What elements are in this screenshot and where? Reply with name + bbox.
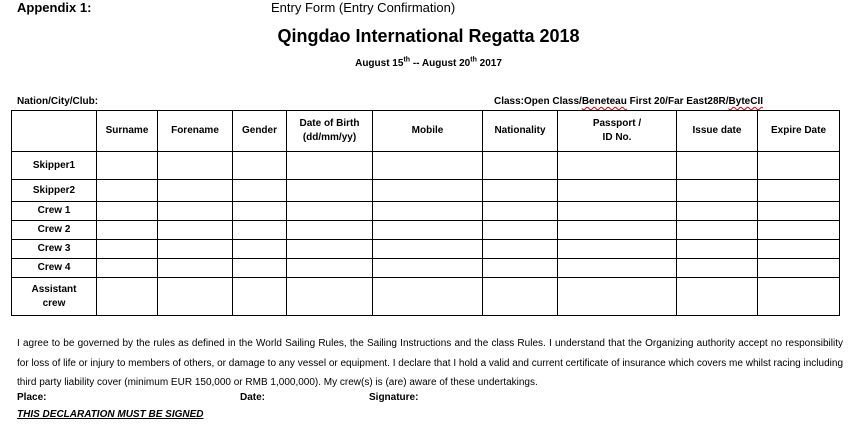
input-cell[interactable] <box>558 202 677 221</box>
input-cell[interactable] <box>158 240 233 259</box>
header-passport-line2: ID No. <box>602 132 632 143</box>
input-cell[interactable] <box>758 202 840 221</box>
header-nationality: Nationality <box>483 111 558 152</box>
header-passport-line1: Passport / <box>592 118 642 129</box>
header-date-of-birth <box>287 111 373 152</box>
input-cell[interactable] <box>233 278 287 316</box>
input-cell[interactable] <box>97 278 158 316</box>
class-prefix: Class:Open Class/ <box>494 96 582 107</box>
input-cell[interactable] <box>233 152 287 180</box>
table-row <box>12 240 840 259</box>
input-cell[interactable] <box>758 221 840 240</box>
input-cell[interactable] <box>758 152 840 180</box>
input-cell[interactable] <box>158 278 233 316</box>
input-cell[interactable] <box>558 259 677 278</box>
header-gender: Gender <box>233 111 287 152</box>
input-cell[interactable] <box>97 240 158 259</box>
input-cell[interactable] <box>287 180 373 202</box>
table-row <box>12 152 840 180</box>
end-date: August 20 <box>421 58 471 69</box>
date-separator: -- <box>410 58 422 69</box>
declaration-text: I agree to be governed by the rules as defined in the World Sailing Rules, the Sailing Instructions and the class Rules. I understand that the Organizing authority accept no responsibility for loss of life or injury to members of others, or damage to any vessel or equipment. I declare that I hold a valid and current certificate of insurance which covers me whilst racing including third party liability cover (minimum EUR 150,000 or RMB 1,000,000). My crew(s) is (are) aware of these undertakings. <box>17 338 843 388</box>
table-row <box>12 180 840 202</box>
input-cell[interactable] <box>287 240 373 259</box>
input-cell[interactable] <box>677 152 758 180</box>
event-year: 2017 <box>476 58 502 69</box>
input-cell[interactable] <box>758 180 840 202</box>
input-cell[interactable] <box>158 221 233 240</box>
row-label-crew2: Crew 2 <box>12 221 97 240</box>
input-cell[interactable] <box>558 240 677 259</box>
class-beneteau: Beneteau <box>581 96 627 107</box>
input-cell[interactable] <box>677 221 758 240</box>
header-corner <box>12 111 97 152</box>
must-sign-notice: THIS DECLARATION MUST BE SIGNED <box>17 409 204 420</box>
form-title: Entry Form (Entry Confirmation) <box>271 0 456 15</box>
signature-label: Signature: <box>369 392 419 403</box>
header-surname: Surname <box>97 111 158 152</box>
input-cell[interactable] <box>158 152 233 180</box>
input-cell[interactable] <box>758 278 840 316</box>
table-row <box>12 278 840 316</box>
input-cell[interactable] <box>373 278 483 316</box>
header-issue-date: Issue date <box>677 111 758 152</box>
input-cell[interactable] <box>158 259 233 278</box>
header-dob-line2: (dd/mm/yy) <box>302 132 357 143</box>
input-cell[interactable] <box>373 259 483 278</box>
input-cell[interactable] <box>158 202 233 221</box>
input-cell[interactable] <box>758 259 840 278</box>
header-row <box>12 111 840 152</box>
row-label-crew1: Crew 1 <box>12 202 97 221</box>
start-date: August 15 <box>355 58 404 69</box>
input-cell[interactable] <box>233 221 287 240</box>
place-label: Place: <box>17 392 47 403</box>
input-cell[interactable] <box>483 278 558 316</box>
input-cell[interactable] <box>677 278 758 316</box>
input-cell[interactable] <box>677 240 758 259</box>
appendix-label: Appendix 1: <box>17 0 92 15</box>
input-cell[interactable] <box>233 180 287 202</box>
date-label: Date: <box>240 392 266 403</box>
table-row <box>12 202 840 221</box>
row-label-assistant-crew <box>12 278 97 316</box>
input-cell[interactable] <box>97 180 158 202</box>
header-passport-id <box>558 111 677 152</box>
input-cell[interactable] <box>483 180 558 202</box>
class-bytecii: ByteCII <box>728 96 763 107</box>
row-label-crew3: Crew 3 <box>12 240 97 259</box>
class-label <box>494 96 763 107</box>
input-cell[interactable] <box>287 278 373 316</box>
input-cell[interactable] <box>287 202 373 221</box>
input-cell[interactable] <box>558 278 677 316</box>
input-cell[interactable] <box>373 240 483 259</box>
class-middle: First 20/Far East28R/ <box>626 96 729 107</box>
input-cell[interactable] <box>483 259 558 278</box>
start-date-suffix: th <box>403 56 411 64</box>
input-cell[interactable] <box>233 202 287 221</box>
entry-table <box>11 110 840 316</box>
header-expire-date: Expire Date <box>758 111 840 152</box>
input-cell[interactable] <box>677 202 758 221</box>
end-date-suffix: th <box>470 56 477 64</box>
input-cell[interactable] <box>758 240 840 259</box>
input-cell[interactable] <box>287 152 373 180</box>
input-cell[interactable] <box>233 240 287 259</box>
input-cell[interactable] <box>677 180 758 202</box>
input-cell[interactable] <box>558 152 677 180</box>
input-cell[interactable] <box>287 259 373 278</box>
table-row <box>12 259 840 278</box>
row-label-crew4: Crew 4 <box>12 259 97 278</box>
input-cell[interactable] <box>483 221 558 240</box>
header-dob-line1: Date of Birth <box>299 118 360 129</box>
input-cell[interactable] <box>483 152 558 180</box>
input-cell[interactable] <box>483 202 558 221</box>
input-cell[interactable] <box>97 259 158 278</box>
input-cell[interactable] <box>558 221 677 240</box>
input-cell[interactable] <box>233 259 287 278</box>
assistant-line2: crew <box>42 297 66 309</box>
nation-city-club-label: Nation/City/Club: <box>17 96 99 107</box>
input-cell[interactable] <box>158 180 233 202</box>
input-cell[interactable] <box>97 202 158 221</box>
table-row <box>12 221 840 240</box>
row-label-skipper1: Skipper1 <box>12 152 97 180</box>
input-cell[interactable] <box>558 180 677 202</box>
event-dates <box>0 58 857 69</box>
input-cell[interactable] <box>373 202 483 221</box>
input-cell[interactable] <box>373 221 483 240</box>
assistant-line1: Assistant <box>31 283 77 295</box>
input-cell[interactable] <box>97 221 158 240</box>
input-cell[interactable] <box>97 152 158 180</box>
input-cell[interactable] <box>373 152 483 180</box>
input-cell[interactable] <box>373 180 483 202</box>
header-mobile: Mobile <box>373 111 483 152</box>
input-cell[interactable] <box>287 221 373 240</box>
input-cell[interactable] <box>483 240 558 259</box>
header-forename: Forename <box>158 111 233 152</box>
input-cell[interactable] <box>677 259 758 278</box>
row-label-skipper2: Skipper2 <box>12 180 97 202</box>
main-title: Qingdao International Regatta 2018 <box>277 26 580 46</box>
